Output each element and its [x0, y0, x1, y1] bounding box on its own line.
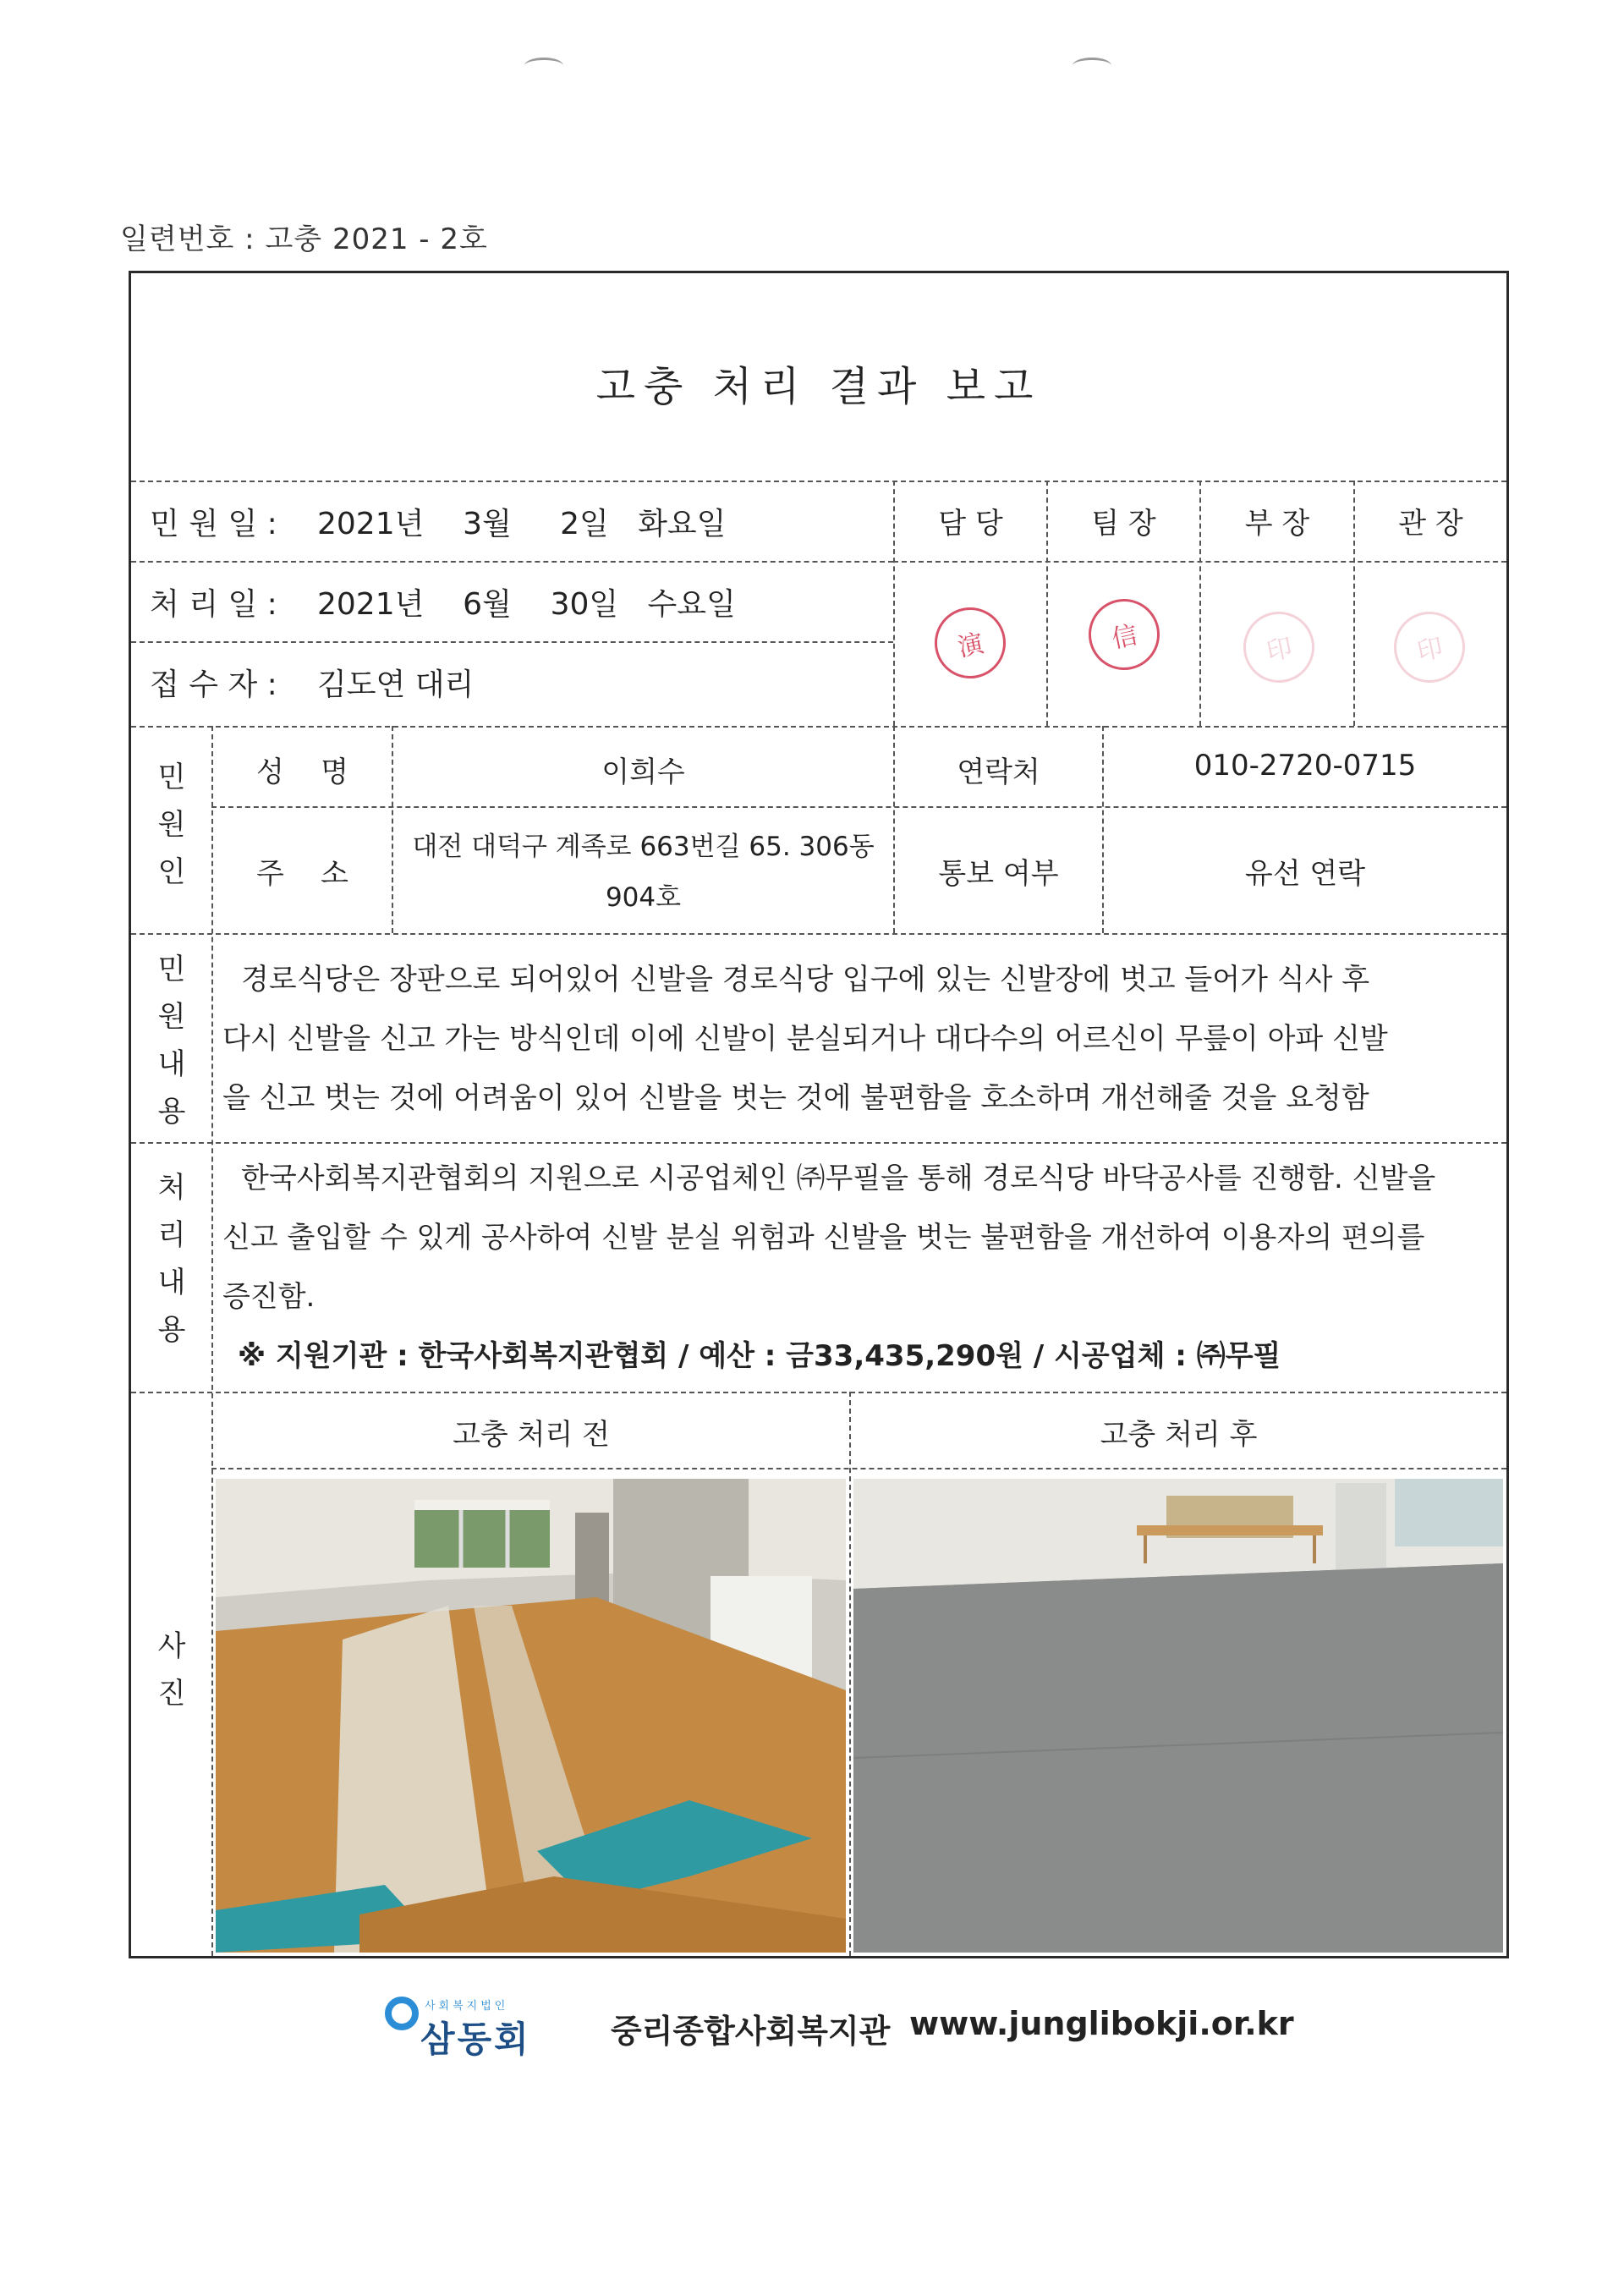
divider [211, 1468, 1506, 1469]
photo-before-label: 고충 처리 전 [453, 1418, 610, 1452]
divider [211, 806, 1506, 808]
serial-number: 일련번호 : 고충 2021 - 2호 [120, 222, 488, 256]
seal-stamp-director: 印 [1387, 605, 1472, 689]
address-label: 주 소 [256, 857, 348, 891]
processing-content: 한국사회복지관협회의 지원으로 시공업체인 ㈜무필을 통해 경로식당 바닥공사를 진행함. 신발을 신고 출입할 수 있게 공사하여 신발 분실 위험과 신발을 벗는 불편함을 개선하여 이용자의 편의를 증진함. ※ 지원기관 : 한국사회복지관협회 / 예산 : 금33,435,290원 / 시공업체 : ㈜무필 [222, 1149, 1504, 1386]
logo-circle-icon [385, 1997, 419, 2030]
photo-after [853, 1479, 1503, 1953]
divider [849, 1392, 851, 1956]
divider [131, 641, 893, 643]
name-label: 성 명 [256, 755, 348, 789]
divider [131, 933, 1506, 935]
process-date-label: 처 리 일 : [150, 587, 277, 622]
photo-after-image [853, 1479, 1503, 1953]
photo-before [216, 1479, 846, 1953]
divider [131, 1142, 1506, 1144]
complaint-date-label: 민 원 일 : [150, 507, 277, 541]
process-date-value: 2021년 6월 30일 수요일 [317, 587, 736, 622]
photos-section-label: 사 진 [157, 1629, 186, 1711]
processing-section-label: 처 리 내 용 [157, 1171, 186, 1347]
complainant-name: 이희수 [601, 755, 685, 789]
logo-name: 삼동회 [420, 2019, 531, 2060]
contact-value: 010-2720-0715 [1193, 749, 1417, 783]
footer [0, 1980, 1624, 2081]
divider [131, 481, 1506, 482]
approval-header-manager: 부 장 [1244, 507, 1310, 541]
divider [131, 726, 1506, 728]
divider [131, 1392, 1506, 1393]
website-link[interactable]: www.junglibokji.or.kr [909, 2005, 1294, 2042]
punch-hole-left [524, 58, 563, 74]
processing-note: ※ 지원기관 : 한국사회복지관협회 / 예산 : 금33,435,290원 / 시공업체 : ㈜무필 [238, 1339, 1281, 1373]
divider [211, 726, 213, 1956]
approval-header-director: 관 장 [1398, 507, 1463, 541]
seal-stamp-team-lead: 信 [1082, 592, 1166, 677]
receiver-value: 김도연 대리 [317, 667, 475, 702]
notice-label: 통보 여부 [938, 857, 1059, 891]
photo-after-label: 고충 처리 후 [1100, 1418, 1258, 1452]
organization-name: 중리종합사회복지관 [611, 2013, 891, 2050]
report-title: 고충 처리 결과 보고 [595, 363, 1042, 410]
seal-stamp-manager: 印 [1237, 605, 1321, 689]
notice-value: 유선 연락 [1244, 857, 1366, 891]
complaint-content: 경로식당은 장판으로 되어있어 신발을 경로식당 입구에 있는 신발장에 벗고 들어가 식사 후 다시 신발을 신고 가는 방식인데 이에 신발이 분실되거나 대다수의 어르신이 무릎이 아파 신발 을 신고 벗는 것에 어려움이 있어 신발을 벗는 것에 불편함을 호소하며 개선해줄 것을 요청함 [222, 963, 1388, 1115]
logo-subtitle: 사회복지법인 [425, 2000, 509, 2013]
address-line-2: 904호 [605, 882, 682, 913]
complainant-section-label: 민 원 인 [157, 761, 186, 889]
contact-label: 연락처 [957, 755, 1040, 789]
divider [131, 561, 893, 563]
approval-header-staff: 담 당 [938, 507, 1003, 541]
approval-header-team-lead: 팀 장 [1091, 507, 1156, 541]
seal-stamp-staff: 演 [928, 601, 1012, 685]
report-form [129, 271, 1509, 1958]
punch-hole-right [1073, 58, 1111, 74]
complaint-date-value: 2021년 3월 2일 화요일 [317, 507, 727, 541]
receiver-label: 접 수 자 : [150, 667, 277, 702]
address-line-1: 대전 대덕구 계족로 663번길 65. 306동 [412, 832, 875, 862]
photo-before-image [216, 1479, 846, 1953]
complaint-section-label: 민 원 내 용 [157, 953, 186, 1129]
